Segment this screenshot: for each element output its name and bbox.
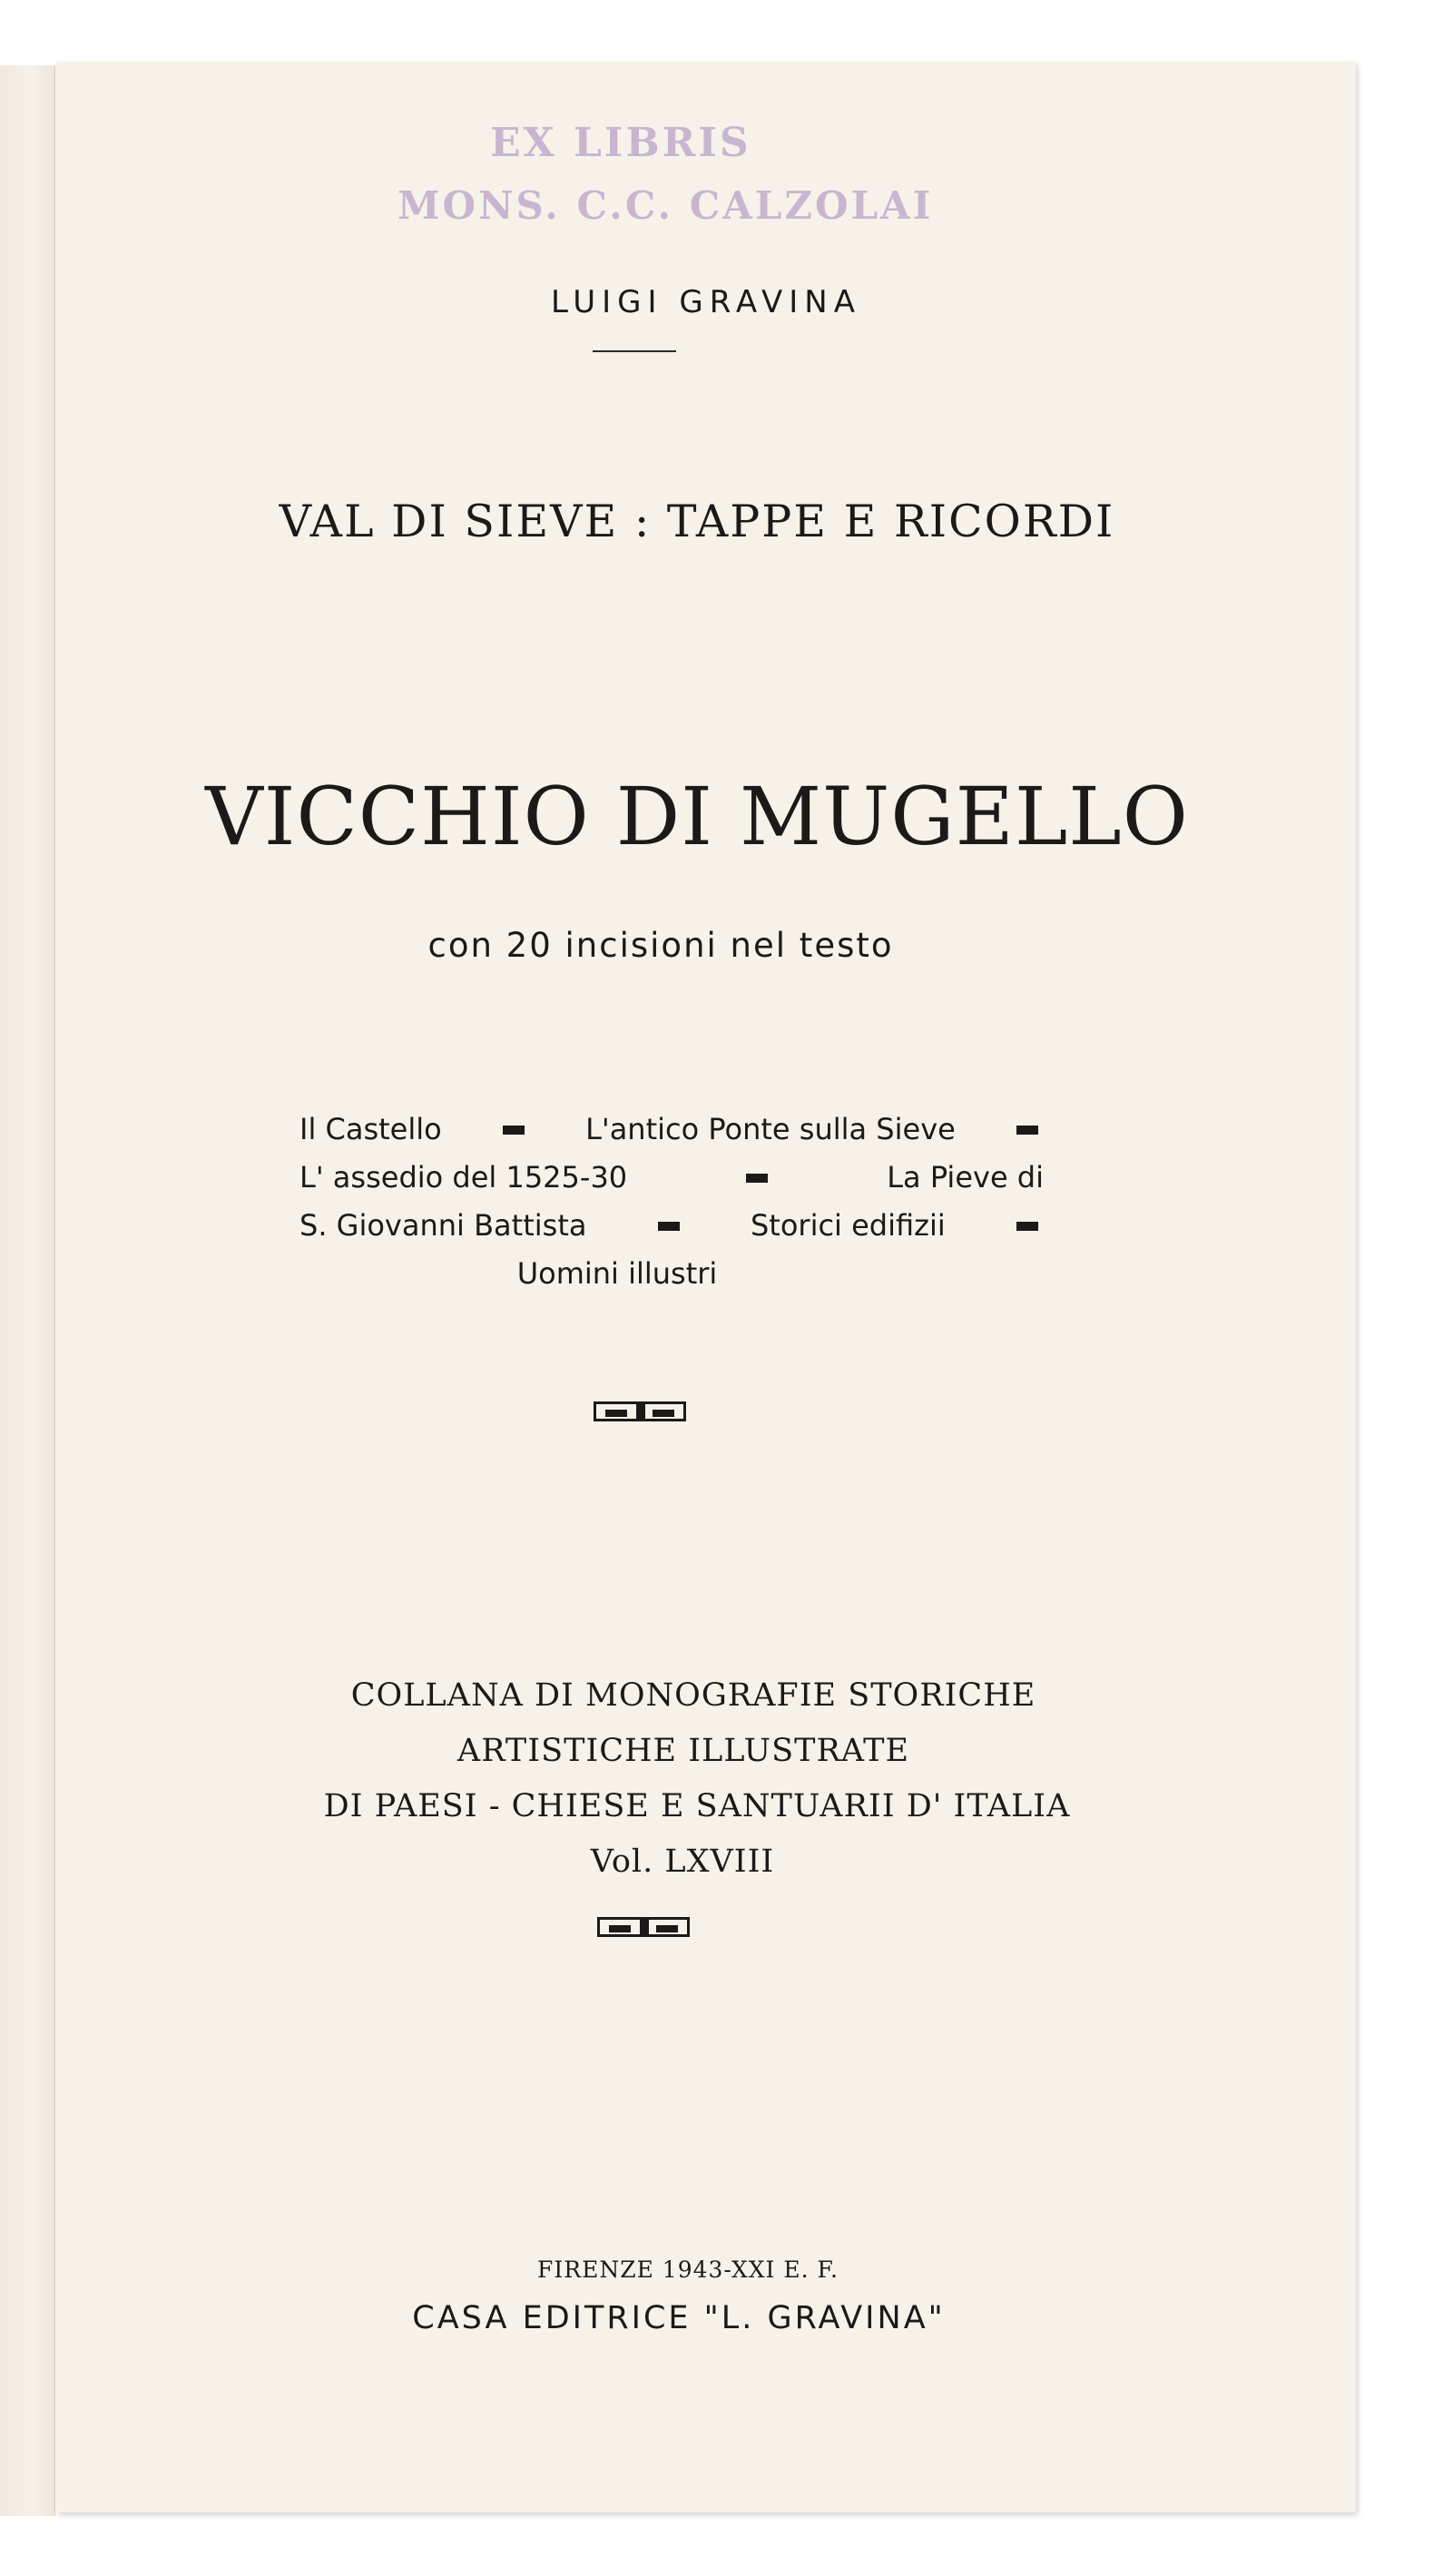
series-subtitle: VAL DI SIEVE : TAPPE E RICORDI (279, 496, 1115, 547)
ornament-stem (640, 1917, 649, 1934)
contents-item: Storici edifizii (750, 1208, 946, 1243)
contents-item: Il Castello (299, 1112, 442, 1146)
contents-line (299, 1106, 1044, 1154)
contents-item: S. Giovanni Battista (299, 1208, 587, 1243)
ornament-icon (594, 1401, 686, 1421)
illustrations-note: con 20 incisioni nel testo (427, 926, 894, 965)
separator-icon (503, 1126, 525, 1135)
separator-icon (746, 1174, 768, 1183)
ex-libris-stamp-line2: MONS. C.C. CALZOLAI (398, 183, 934, 228)
series-line: DI PAESI - CHIESE E SANTUARII D' ITALIA (323, 1788, 1071, 1824)
contents-line (299, 1250, 935, 1298)
series-block (56, 1668, 1356, 1890)
author-name: LUIGI GRAVINA (551, 284, 861, 320)
contents-line (299, 1154, 1044, 1202)
contents-line (299, 1202, 1044, 1250)
title-page (56, 62, 1356, 2512)
author-divider (593, 350, 676, 352)
separator-icon (1016, 1222, 1038, 1231)
separator-icon (1016, 1126, 1038, 1135)
contents-list (299, 1106, 1044, 1298)
contents-item: L' assedio del 1525-30 (299, 1160, 628, 1195)
contents-item: L'antico Ponte sulla Sieve (585, 1112, 956, 1146)
book-title: VICCHIO DI MUGELLO (205, 770, 1189, 863)
separator-icon (658, 1222, 680, 1231)
ornament-icon (597, 1917, 690, 1937)
series-line: COLLANA DI MONOGRAFIE STORICHE (350, 1677, 1036, 1714)
contents-item: La Pieve di (887, 1160, 1044, 1195)
ex-libris-stamp-line1: EX LIBRIS (490, 120, 751, 166)
facing-page-edge (0, 65, 55, 2516)
imprint-city-year: FIRENZE 1943-XXI E. F. (537, 2256, 839, 2283)
ornament-stem (636, 1401, 645, 1419)
imprint-publisher: CASA EDITRICE "L. GRAVINA" (412, 2300, 946, 2336)
series-line: ARTISTICHE ILLUSTRATE (456, 1733, 910, 1769)
contents-item: Uomini illustri (516, 1256, 718, 1291)
series-volume: Vol. LXVIII (590, 1844, 775, 1880)
